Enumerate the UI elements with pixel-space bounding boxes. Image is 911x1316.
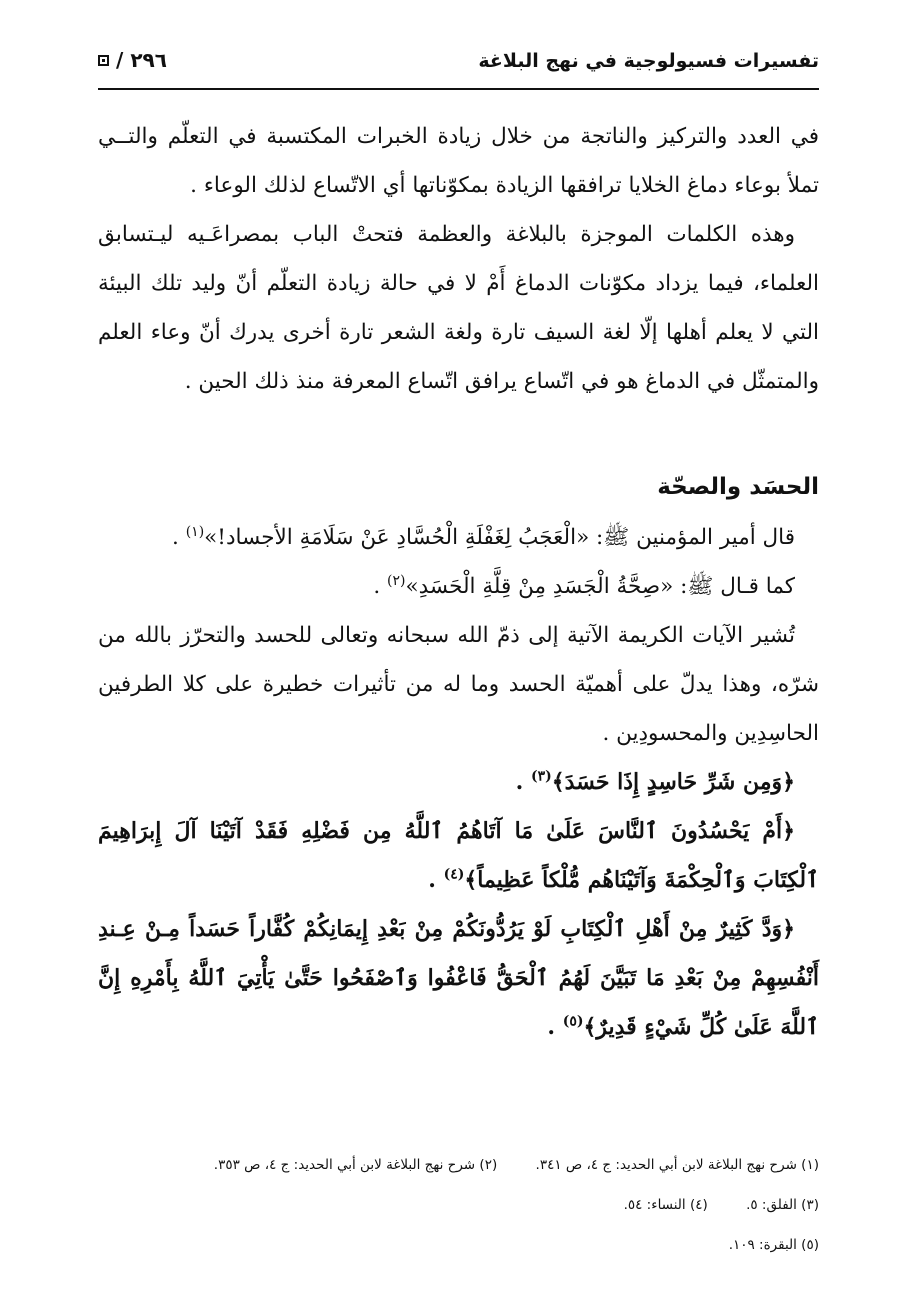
section-title: الحسَد والصحّة <box>657 474 819 500</box>
footnote-ref-1: (١) <box>185 523 205 540</box>
page-number-block <box>98 48 167 72</box>
paragraph-2: وهذه الكلمات الموجزة بالبلاغة والعظمة فتحتْ الباب بمصراعَـيه ليـتسابق العلماء، فيما يزداد مكوّنات الدماغ أَمْ لا في حالة زيادة التعلّم أنّ وليد تلك البيئة التي لا يعلم أهلها إلّا لغة السيف تارة ولغة الشعر تارة أخرى يدرك أنّ وعاء العلم والمتمثّل في الدماغ هو في اتّساع يرافق اتّساع المعرفة منذ ذلك الحين . <box>98 222 819 394</box>
footnote-ref-4: (٤) <box>443 866 465 883</box>
footnote-2: (٢) شرح نهج البلاغة لابن أبي الحديد: ج ٤، ص ٣٥٣. <box>213 1157 498 1173</box>
verse-3-text: ﴿وَدَّ كَثِيرٌ مِنْ أَهْلِ ٱلْكِتَابِ لَوْ يَرُدُّونَكُمْ مِنْ بَعْدِ إِيمَانِكُمْ كُفَّاراً حَسَداً مِـنْ عِـندِ أَنْفُسِهِمْ مِنْ بَعْدِ مَا تَبَيَّنَ لَهُمُ ٱلْحَقُّ فَاعْفُوا وَٱصْفَحُوا حَتَّىٰ يَأْتِيَ ٱللَّهُ بِأَمْرِهِ إِنَّ ٱللَّهَ عَلَىٰ كُلِّ شَيْءٍ قَدِيرٌ﴾ <box>98 916 819 1040</box>
footnote-line-2 <box>98 1185 819 1225</box>
footnote-line-1 <box>98 1145 819 1185</box>
footnote-line-3 <box>98 1225 819 1265</box>
footnote-3: (٣) الفلق: ٥. <box>746 1197 819 1213</box>
verse-1-text: ﴿وَمِن شَرِّ حَاسِدٍ إِذَا حَسَدَ﴾ <box>551 769 795 795</box>
quote-1-text: قال أمير المؤمنين ﷺ: «الْعَجَبُ لِغَفْلَةِ الْحُسَّادِ عَنْ سَلَامَةِ الأجساد!» <box>204 525 795 550</box>
end-mark: . <box>515 769 524 795</box>
running-title: تفسيرات فسيولوجية في نهج البلاغة <box>478 50 819 72</box>
footnote-ref-5: (٥) <box>562 1013 584 1030</box>
verse-3 <box>98 905 819 1052</box>
quote-2 <box>98 562 819 611</box>
footnote-4: (٤) النساء: ٥٤. <box>623 1197 708 1213</box>
footnote-5: (٥) البقرة: ١٠٩. <box>728 1237 819 1253</box>
end-mark: . <box>373 574 381 599</box>
main-text <box>98 112 819 1052</box>
verse-2-text: ﴿أَمْ يَحْسُدُونَ ٱلنَّاسَ عَلَىٰ مَا آتَاهُمُ ٱللَّهُ مِن فَضْلِهِ فَقَدْ آتَيْنَا آلَ إِبرَاهِيمَ ٱلْكِتَابَ وَٱلْحِكْمَةَ وَآتَيْنَاهُم مُّلْكاً عَظِيماً﴾ <box>98 818 819 893</box>
section-spacer <box>98 406 819 461</box>
paragraph-1: في العدد والتركيز والناتجة من خلال زيادة الخبرات المكتسبة في التعلّم والتــي تملأ بوعاء دماغ الخلايا ترافقها الزيادة بمكوّناتها أي الاتّساع لذلك الوعاء . <box>98 124 819 198</box>
header-separator: / <box>116 48 124 72</box>
ornament-square-icon <box>98 55 109 66</box>
footnotes <box>98 1145 819 1265</box>
quote-1 <box>98 513 819 562</box>
footnote-ref-2: (٢) <box>387 572 406 589</box>
page-number: ٢٩٦ <box>130 48 167 72</box>
page-header <box>98 46 819 80</box>
end-mark: . <box>547 1014 556 1040</box>
footnote-1: (١) شرح نهج البلاغة لابن أبي الحديد: ج ٤، ص ٣٤١. <box>535 1157 819 1173</box>
footnote-ref-3: (٣) <box>530 768 552 785</box>
end-mark: . <box>172 525 179 550</box>
header-rule <box>98 88 819 90</box>
verse-1 <box>98 758 819 807</box>
paragraph-intro: تُشير الآيات الكريمة الآتية إلى ذمّ الله سبحانه وتعالى للحسد والتحرّز بالله من شرّه، وهذا يدلّ على أهميّة الحسد وما له من تأثيرات خطيرة على كلا الطرفين الحاسِدِين والمحسودِين . <box>98 623 819 746</box>
end-mark: . <box>428 867 436 893</box>
quote-2-text: كما قـال ﷺ: «صِحَّةُ الْجَسَدِ مِنْ قِلَّةِ الْحَسَدِ» <box>405 574 795 599</box>
verse-2 <box>98 807 819 905</box>
